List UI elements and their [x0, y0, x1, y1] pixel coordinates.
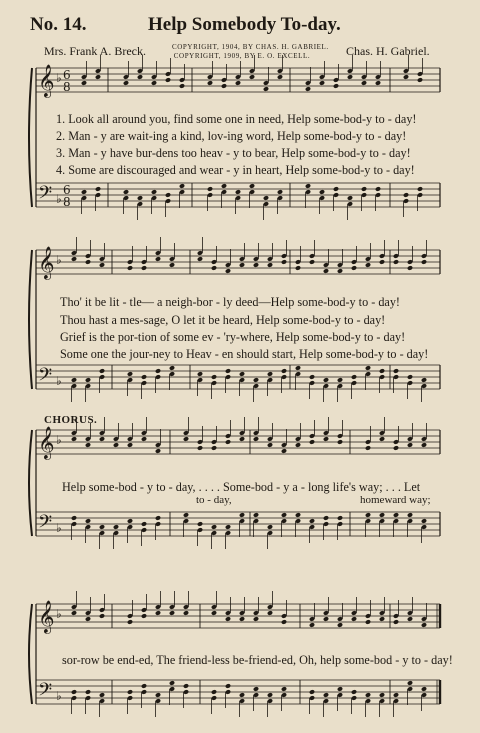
note-head — [239, 436, 245, 442]
note-head — [127, 689, 133, 695]
note-head — [407, 512, 413, 518]
note-head — [347, 195, 353, 201]
note-head — [169, 610, 175, 616]
note-head — [155, 692, 161, 698]
treble-clef: 𝄞 — [38, 426, 55, 459]
note-head — [165, 77, 171, 83]
note-head — [365, 692, 371, 698]
note-head — [309, 518, 315, 524]
note-head — [267, 371, 273, 377]
note-head — [351, 616, 357, 622]
note-head — [155, 368, 161, 374]
note-head — [71, 256, 77, 262]
note-head — [239, 692, 245, 698]
note-head — [267, 610, 273, 616]
note-head — [127, 442, 133, 448]
note-head — [351, 265, 357, 271]
note-head — [225, 616, 231, 622]
note-head — [393, 445, 399, 451]
system-brace — [29, 604, 32, 704]
time-signature-top: 6 — [63, 183, 71, 197]
note-head — [263, 195, 269, 201]
note-head — [81, 80, 87, 86]
note-head — [123, 189, 129, 195]
note-head — [211, 689, 217, 695]
note-head — [155, 610, 161, 616]
time-signature-bottom: 8 — [63, 80, 71, 94]
key-signature-flat: ♭ — [56, 71, 62, 85]
note-head — [319, 80, 325, 86]
note-head — [113, 524, 119, 530]
note-head — [151, 189, 157, 195]
key-signature-flat: ♭ — [56, 192, 62, 206]
note-head — [85, 616, 91, 622]
copyright-line-1: COPYRIGHT, 1904, BY CHAS. H. GABRIEL. — [172, 43, 329, 51]
note-head — [407, 265, 413, 271]
key-signature-flat: ♭ — [56, 607, 62, 621]
note-head — [365, 619, 371, 625]
note-head — [155, 256, 161, 262]
note-head — [295, 442, 301, 448]
note-head — [155, 448, 161, 454]
note-head — [99, 692, 105, 698]
time-signature-top: 6 — [63, 68, 71, 82]
note-head — [225, 268, 231, 274]
note-head — [323, 268, 329, 274]
note-head — [197, 371, 203, 377]
note-head — [365, 365, 371, 371]
note-head — [183, 436, 189, 442]
verse-2-line-1: 2. Man - y are wait-ing a kind, lov-ing word, Help some-bod-y to - day! — [56, 129, 407, 143]
verse-1-line-2: Tho' it be lit - tle— a neigh-bor - ly deed—Help some-bod-y to - day! — [60, 295, 400, 309]
note-head — [281, 512, 287, 518]
note-head — [183, 683, 189, 689]
note-head — [407, 680, 413, 686]
note-head — [361, 80, 367, 86]
note-head — [239, 616, 245, 622]
note-head — [211, 445, 217, 451]
note-head — [337, 439, 343, 445]
note-head — [197, 256, 203, 262]
note-head — [211, 524, 217, 530]
note-head — [81, 189, 87, 195]
note-head — [99, 368, 105, 374]
note-head — [393, 512, 399, 518]
note-head — [407, 442, 413, 448]
system-brace — [29, 250, 32, 389]
note-head — [365, 512, 371, 518]
note-head — [421, 377, 427, 383]
note-head — [417, 186, 423, 192]
system-brace — [29, 430, 32, 536]
verse-2-line-2: Thou hast a mes-sage, O let it be heard, Help some-bod-y to - day! — [60, 313, 386, 327]
note-head — [197, 445, 203, 451]
key-signature-flat: ♭ — [56, 433, 62, 447]
note-head — [253, 436, 259, 442]
note-head — [267, 262, 273, 268]
note-head — [323, 692, 329, 698]
note-head — [225, 683, 231, 689]
treble-clef: 𝄞 — [38, 246, 55, 279]
note-head — [127, 265, 133, 271]
note-head — [421, 518, 427, 524]
note-head — [337, 515, 343, 521]
note-head — [179, 83, 185, 89]
note-head — [169, 262, 175, 268]
note-head — [183, 610, 189, 616]
note-head — [99, 262, 105, 268]
note-head — [379, 616, 385, 622]
note-head — [71, 689, 77, 695]
note-head — [151, 80, 157, 86]
bass-clef: 𝄢 — [38, 512, 53, 537]
note-head — [127, 371, 133, 377]
note-head — [393, 619, 399, 625]
verse-1-line-1: 1. Look all around you, find some one in need, Help some-bod-y to - day! — [56, 112, 417, 126]
note-head — [179, 183, 185, 189]
note-head — [337, 377, 343, 383]
verse-3-line-1: 3. Man - y have bur-dens too heav - y to bear, Help some-bod-y to - day! — [56, 146, 411, 160]
note-head — [211, 610, 217, 616]
note-head — [295, 265, 301, 271]
note-head — [225, 439, 231, 445]
chorus-label: CHORUS. — [44, 414, 98, 426]
hymn-title: Help Somebody To-day. — [148, 14, 341, 35]
note-head — [71, 610, 77, 616]
note-head — [137, 195, 143, 201]
note-head — [141, 683, 147, 689]
key-signature-flat: ♭ — [56, 689, 62, 703]
lyricist-credit: Mrs. Frank A. Breck. — [44, 44, 146, 58]
note-head — [333, 186, 339, 192]
note-head — [113, 442, 119, 448]
note-head — [407, 374, 413, 380]
bass-clef: 𝄢 — [38, 183, 53, 208]
note-head — [253, 686, 259, 692]
note-head — [347, 74, 353, 80]
note-head — [305, 183, 311, 189]
note-head — [305, 86, 311, 92]
chorus-sub-2: homeward way; — [360, 494, 431, 506]
note-head — [323, 515, 329, 521]
note-head — [95, 186, 101, 192]
hymn-number: No. 14. — [30, 14, 87, 35]
note-head — [207, 186, 213, 192]
note-head — [277, 189, 283, 195]
key-signature-flat: ♭ — [56, 253, 62, 267]
note-head — [421, 442, 427, 448]
note-head — [211, 374, 217, 380]
note-head — [337, 686, 343, 692]
note-head — [169, 680, 175, 686]
note-head — [221, 183, 227, 189]
note-head — [393, 692, 399, 698]
note-head — [309, 622, 315, 628]
note-head — [239, 371, 245, 377]
note-head — [127, 619, 133, 625]
note-head — [323, 377, 329, 383]
note-head — [155, 515, 161, 521]
note-head — [365, 445, 371, 451]
note-head — [169, 365, 175, 371]
note-head — [95, 74, 101, 80]
note-head — [253, 616, 259, 622]
verse-3-line-2: Grief is the por-tion of some ev - 'ry-where, Help some-bod-y to - day! — [60, 330, 406, 344]
note-head — [207, 80, 213, 86]
note-head — [127, 518, 133, 524]
note-head — [379, 368, 385, 374]
note-head — [281, 368, 287, 374]
note-head — [281, 259, 287, 265]
note-head — [309, 259, 315, 265]
note-head — [85, 442, 91, 448]
note-head — [309, 439, 315, 445]
note-head — [393, 368, 399, 374]
note-head — [85, 689, 91, 695]
note-head — [71, 515, 77, 521]
key-signature-flat: ♭ — [56, 374, 62, 388]
time-signature-bottom: 8 — [63, 195, 71, 209]
note-head — [403, 74, 409, 80]
note-head — [141, 374, 147, 380]
note-head — [337, 268, 343, 274]
treble-clef: 𝄞 — [38, 64, 55, 97]
key-signature-flat: ♭ — [56, 521, 62, 535]
chorus-line-1: Help some-bod - y to - day, . . . . Some-bod - y a - long life's way; . . . Let — [62, 480, 421, 494]
note-head — [99, 524, 105, 530]
note-head — [421, 622, 427, 628]
treble-clef: 𝄞 — [38, 600, 55, 633]
note-head — [417, 77, 423, 83]
copyright-line-2: COPYRIGHT, 1909, BY E. O. EXCELL. — [173, 52, 311, 60]
note-head — [375, 186, 381, 192]
note-head — [211, 265, 217, 271]
note-head — [403, 192, 409, 198]
chorus-sub-1: to - day, — [196, 494, 232, 506]
note-head — [141, 521, 147, 527]
note-head — [85, 377, 91, 383]
note-head — [197, 521, 203, 527]
note-head — [71, 436, 77, 442]
note-head — [239, 512, 245, 518]
note-head — [85, 259, 91, 265]
note-head — [235, 189, 241, 195]
note-head — [267, 442, 273, 448]
note-head — [421, 686, 427, 692]
note-head — [295, 365, 301, 371]
note-head — [421, 259, 427, 265]
note-head — [351, 374, 357, 380]
note-head — [365, 262, 371, 268]
note-head — [71, 377, 77, 383]
note-head — [319, 189, 325, 195]
note-head — [295, 512, 301, 518]
note-head — [333, 83, 339, 89]
note-head — [85, 518, 91, 524]
note-head — [351, 689, 357, 695]
verse-4-line-1: 4. Some are discouraged and wear - y in heart, Help some-bod-y to - day! — [56, 163, 415, 177]
note-head — [141, 436, 147, 442]
note-head — [183, 512, 189, 518]
note-head — [253, 512, 259, 518]
bass-clef: 𝄢 — [38, 680, 53, 705]
note-head — [253, 377, 259, 383]
chorus-line-2: sor-row be end-ed, The friend-less be-friend-ed, Oh, help some-bod - y to - day! — [62, 653, 453, 667]
note-head — [221, 83, 227, 89]
note-head — [249, 183, 255, 189]
note-head — [361, 186, 367, 192]
note-head — [379, 436, 385, 442]
bass-clef: 𝄢 — [38, 365, 53, 390]
note-head — [379, 512, 385, 518]
composer-credit: Chas. H. Gabriel. — [346, 44, 430, 58]
note-head — [281, 619, 287, 625]
note-head — [337, 622, 343, 628]
note-head — [263, 86, 269, 92]
note-head — [267, 524, 273, 530]
note-head — [225, 524, 231, 530]
note-head — [393, 259, 399, 265]
note-head — [137, 74, 143, 80]
note-head — [99, 613, 105, 619]
verse-4-line-2: Some one the jour-ney to Heav - en should start, Help some-bod-y to - day! — [60, 347, 429, 361]
note-head — [239, 262, 245, 268]
note-head — [375, 80, 381, 86]
note-head — [281, 686, 287, 692]
note-head — [281, 448, 287, 454]
note-head — [253, 262, 259, 268]
note-head — [99, 436, 105, 442]
note-head — [267, 692, 273, 698]
note-head — [323, 436, 329, 442]
note-head — [235, 80, 241, 86]
note-head — [407, 616, 413, 622]
note-head — [379, 259, 385, 265]
note-head — [309, 374, 315, 380]
note-head — [323, 616, 329, 622]
note-head — [123, 80, 129, 86]
system-brace — [29, 68, 32, 207]
note-head — [379, 692, 385, 698]
note-head — [165, 192, 171, 198]
note-head — [249, 74, 255, 80]
note-head — [309, 689, 315, 695]
note-head — [141, 613, 147, 619]
note-head — [141, 265, 147, 271]
note-head — [225, 368, 231, 374]
note-head — [277, 74, 283, 80]
